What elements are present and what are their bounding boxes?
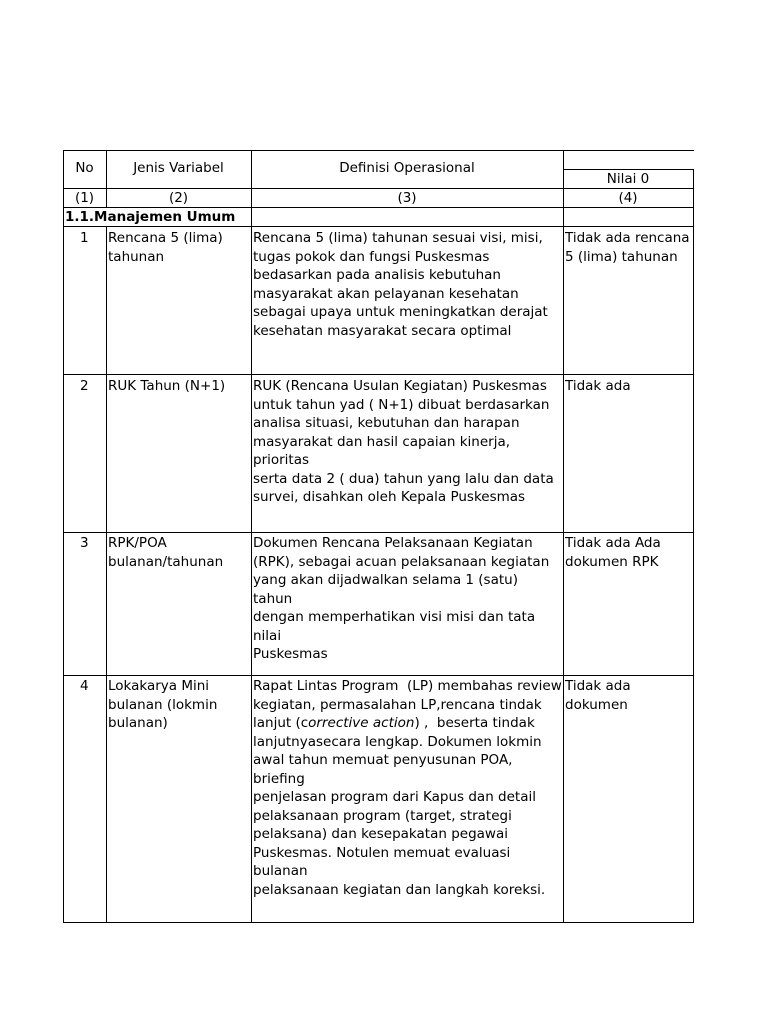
definisi-cell <box>253 677 561 899</box>
rule <box>63 374 694 375</box>
definisi-text: ) , beserta tindak <box>414 715 535 731</box>
definisi-italic-text: orrective action <box>308 715 415 731</box>
row-number: 1 <box>80 230 89 246</box>
nilai-cell: Tidak ada <box>565 378 631 394</box>
definisi-line <box>253 714 561 733</box>
header-nilai: Nilai 0 <box>606 171 650 187</box>
rule <box>63 150 64 923</box>
jenis-variabel-cell: RUK Tahun (N+1) <box>108 378 226 394</box>
column-number: (2) <box>168 190 189 206</box>
header-jenis-variabel: Jenis Variabel <box>133 160 224 176</box>
column-number: (4) <box>618 190 638 206</box>
row-number: 2 <box>80 378 89 394</box>
definisi-cell: Dokumen Rencana Pelaksanaan Kegiatan (RPK), sebagai acuan pelaksanaan kegiatan yang akan dijadwalkan selama 1 (satu) tahun dengan memperhatikan visi misi dan tata nilai Puskesmas <box>253 535 550 662</box>
rule <box>693 169 694 923</box>
definisi-line: kegiatan, permasalahan LP,rencana tindak <box>253 696 542 713</box>
definisi-cell: Rencana 5 (lima) tahunan sesuai visi, misi, tugas pokok dan fungsi Puskesmas bedasarkan pada analisis kebutuhan masyarakat akan pelayanan kesehatan sebagai upaya untuk meningkatkan derajat kesehatan masyarakat secara optimal <box>253 230 548 339</box>
rule <box>106 226 107 923</box>
jenis-variabel-cell: Lokakarya Mini bulanan (lokmin bulanan) <box>108 678 218 731</box>
section-title: 1.1.Manajemen Umum <box>65 209 236 225</box>
header-definisi-operasional: Definisi Operasional <box>339 160 475 176</box>
row-number: 4 <box>80 678 89 694</box>
jenis-variabel-cell: Rencana 5 (lima) tahunan <box>108 230 223 265</box>
definisi-line: Rapat Lintas Program (LP) membahas review <box>253 678 562 694</box>
nilai-cell: Tidak ada dokumen <box>565 678 631 713</box>
rule <box>251 150 252 923</box>
rule <box>63 150 694 151</box>
jenis-variabel-cell: RPK/POA bulanan/tahunan <box>108 535 224 570</box>
header-no: No <box>75 160 94 176</box>
rule <box>63 532 694 533</box>
definisi-cell: RUK (Rencana Usulan Kegiatan) Puskesmas untuk tahun yad ( N+1) dibuat berdasarkan analisa situasi, kebutuhan dan harapan masyarakat dan hasil capaian kinerja, prioritas serta data 2 ( dua) tahun yang lalu dan data survei, disahkan oleh Kepala Puskesmas <box>253 378 554 505</box>
row-number: 3 <box>80 535 89 551</box>
rule <box>563 150 564 923</box>
rule <box>63 675 694 676</box>
column-number: (3) <box>397 190 417 206</box>
column-number: (1) <box>74 190 95 206</box>
definisi-text: lanjutnyasecara lengkap. Dokumen lokmin awal tahun memuat penyusunan POA, briefing penjelasan program dari Kapus dan detail pelaksanaan program (target, strategi pelaksana) dan kesepakatan pegawai Puskesmas. Notulen memuat evaluasi bulanan pelaksanaan kegiatan dan langkah koreksi. <box>253 733 546 898</box>
nilai-cell: Tidak ada rencana 5 (lima) tahunan <box>565 230 690 265</box>
nilai-cell: Tidak ada Ada dokumen RPK <box>565 535 661 570</box>
definisi-text: lanjut (c <box>253 715 309 731</box>
rule <box>63 922 694 923</box>
